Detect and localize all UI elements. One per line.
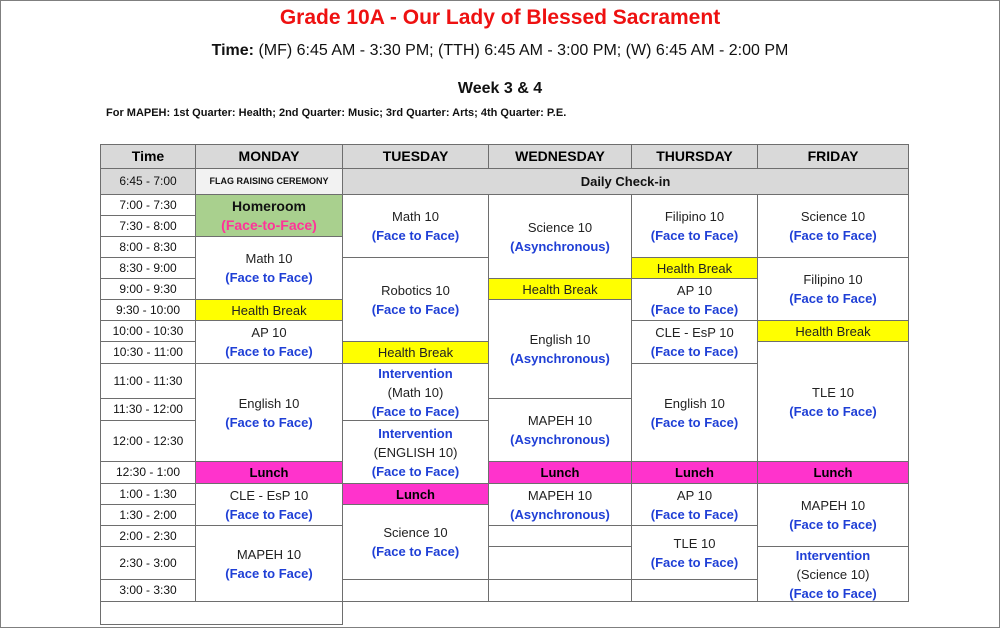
subject-label: MAPEH 10 [527, 413, 593, 428]
tuesday-health-break: Health Break [342, 341, 489, 364]
time-slot: 2:30 - 3:00 [100, 546, 196, 580]
subject-label: TLE 10 [673, 535, 716, 551]
homeroom-label: Homeroom [232, 197, 306, 214]
friday-lunch: Lunch [757, 461, 909, 484]
monday-ap [195, 320, 343, 364]
time-slot: 10:00 - 10:30 [100, 320, 196, 342]
wednesday-health-break: Health Break [488, 278, 632, 300]
daily-checkin [342, 168, 909, 195]
mode-label: (Face to Face) [789, 291, 877, 306]
time-label: Time: [211, 42, 254, 59]
mode-label: (Face to Face) [225, 565, 313, 581]
subject-label: (Science 10) [796, 566, 870, 582]
subject-label: AP 10 [676, 282, 713, 298]
subject-label: MAPEH 10 [527, 487, 593, 503]
thursday-english [631, 363, 758, 462]
header-thursday: THURSDAY [631, 144, 758, 169]
mode-label: (Face to Face) [650, 506, 739, 522]
wednesday-science [488, 194, 632, 279]
tuesday-intervention-english [342, 420, 489, 484]
tuesday-empty [342, 579, 489, 602]
wednesday-mapeh-pm [488, 483, 632, 526]
mode-label: (Face to Face) [371, 228, 460, 243]
thursday-tle [631, 525, 758, 580]
time-slot: 11:00 - 11:30 [100, 363, 196, 399]
mode-label: (Face to Face) [225, 506, 313, 522]
subject-label: Math 10 [392, 209, 439, 224]
monday-lunch: Lunch [195, 461, 343, 484]
subject-label: Robotics 10 [381, 282, 450, 298]
trailing-row [100, 601, 343, 625]
tuesday-math [342, 194, 489, 258]
wednesday-empty [488, 546, 632, 580]
week-heading: Week 3 & 4 [457, 80, 543, 97]
time-slot: 2:00 - 2:30 [100, 525, 196, 547]
tuesday-intervention-math [342, 363, 489, 421]
time-slot: 8:00 - 8:30 [100, 236, 196, 258]
homeroom-mode: (Face-to-Face) [221, 216, 317, 233]
wednesday-empty [488, 579, 632, 602]
thursday-lunch: Lunch [631, 461, 758, 484]
mode-label: (Asynchronous) [510, 506, 610, 522]
monday-health-break: Health Break [195, 299, 343, 321]
subject-label: TLE 10 [812, 384, 854, 400]
time-text: (MF) 6:45 AM - 3:30 PM; (TTH) 6:45 AM - 3:00 PM; (W) 6:45 AM - 2:00 PM [258, 42, 789, 59]
mode-label: (Face to Face) [225, 344, 313, 359]
time-slot: 1:30 - 2:00 [100, 504, 196, 526]
friday-intervention-science [757, 546, 909, 602]
schedule-table [100, 144, 909, 602]
friday-science [757, 194, 909, 258]
header-friday: FRIDAY [757, 144, 909, 169]
thursday-ap [631, 278, 758, 321]
time-slot: 3:00 - 3:30 [100, 579, 196, 602]
subject-label: English 10 [238, 395, 300, 411]
mode-label: (Face to Face) [789, 228, 877, 243]
header-time: Time [100, 144, 196, 169]
wednesday-empty [488, 525, 632, 547]
subject-label: (Math 10) [387, 384, 444, 400]
monday-homeroom [195, 194, 343, 237]
subject-label: (ENGLISH 10) [373, 444, 458, 460]
thursday-health-break: Health Break [631, 257, 758, 279]
thursday-ap-pm [631, 483, 758, 526]
intervention-label: Intervention [378, 365, 453, 381]
subject-label: Science 10 [383, 525, 448, 540]
mode-label: (Asynchronous) [510, 238, 610, 254]
time-slot: 7:30 - 8:00 [100, 215, 196, 237]
intervention-label: Intervention [795, 547, 871, 563]
mode-label: (Face to Face) [650, 228, 739, 243]
time-slot: 12:30 - 1:00 [100, 461, 196, 484]
flag-ceremony [195, 168, 343, 195]
page-title: Grade 10A - Our Lady of Blessed Sacrament [279, 6, 721, 29]
mode-label: (Face to Face) [225, 414, 313, 430]
subject-label: AP 10 [676, 487, 713, 503]
mapeh-note: For MAPEH: 1st Quarter: Health; 2nd Quarter: Music; 3rd Quarter: Arts; 4th Quarter: P.E. [106, 107, 567, 119]
header-tuesday: TUESDAY [342, 144, 489, 169]
monday-english [195, 363, 343, 462]
flag-ceremony-label: FLAG RAISING CEREMONY [209, 176, 329, 186]
mode-label: (Face to Face) [650, 554, 739, 570]
thursday-empty [631, 579, 758, 602]
tuesday-lunch: Lunch [342, 483, 489, 505]
subject-label: English 10 [529, 332, 591, 347]
subject-label: Science 10 [527, 219, 593, 235]
time-line [0, 42, 1000, 60]
subject-label: Filipino 10 [803, 272, 863, 287]
mode-label: (Face to Face) [789, 403, 877, 419]
subject-label: MAPEH 10 [236, 546, 302, 562]
header-monday: MONDAY [195, 144, 343, 169]
mode-label: (Face to Face) [650, 414, 739, 430]
time-slot: 11:30 - 12:00 [100, 398, 196, 421]
subject-label: English 10 [664, 395, 725, 411]
time-slot: 9:00 - 9:30 [100, 278, 196, 300]
time-slot: 6:45 - 7:00 [100, 168, 196, 195]
subject-label: AP 10 [251, 325, 287, 340]
thursday-filipino [631, 194, 758, 258]
mode-label: (Face to Face) [371, 403, 460, 419]
monday-math [195, 236, 343, 300]
tuesday-robotics [342, 257, 489, 342]
monday-cle [195, 483, 343, 526]
daily-checkin-label: Daily Check-in [580, 174, 671, 189]
wednesday-mapeh [488, 398, 632, 462]
time-slot: 8:30 - 9:00 [100, 257, 196, 279]
wednesday-english [488, 299, 632, 399]
mode-label: (Face to Face) [225, 270, 313, 285]
subject-label: Math 10 [245, 251, 293, 266]
mode-label: (Face to Face) [650, 344, 739, 359]
friday-health-break: Health Break [757, 320, 909, 342]
subject-label: Science 10 [800, 209, 866, 224]
header-wednesday: WEDNESDAY [488, 144, 632, 169]
subject-label: CLE - EsP 10 [229, 487, 309, 503]
time-slot: 9:30 - 10:00 [100, 299, 196, 321]
mode-label: (Asynchronous) [510, 432, 610, 447]
subject-label: Filipino 10 [664, 209, 725, 224]
friday-tle [757, 341, 909, 462]
mode-label: (Face to Face) [371, 544, 460, 559]
friday-mapeh [757, 483, 909, 547]
monday-mapeh [195, 525, 343, 602]
mode-label: (Face to Face) [371, 463, 460, 479]
mode-label: (Face to Face) [650, 301, 739, 317]
subject-label: MAPEH 10 [800, 498, 866, 513]
wednesday-lunch: Lunch [488, 461, 632, 484]
tuesday-science [342, 504, 489, 580]
time-slot: 12:00 - 12:30 [100, 420, 196, 462]
mode-label: (Asynchronous) [510, 351, 610, 366]
subject-label: CLE - EsP 10 [655, 325, 734, 340]
friday-filipino [757, 257, 909, 321]
mode-label: (Face to Face) [789, 585, 877, 601]
thursday-cle [631, 320, 758, 364]
intervention-label: Intervention [378, 425, 453, 441]
time-slot: 1:00 - 1:30 [100, 483, 196, 505]
time-slot: 7:00 - 7:30 [100, 194, 196, 216]
time-slot: 10:30 - 11:00 [100, 341, 196, 364]
mode-label: (Face to Face) [789, 517, 877, 532]
mode-label: (Face to Face) [371, 301, 460, 317]
